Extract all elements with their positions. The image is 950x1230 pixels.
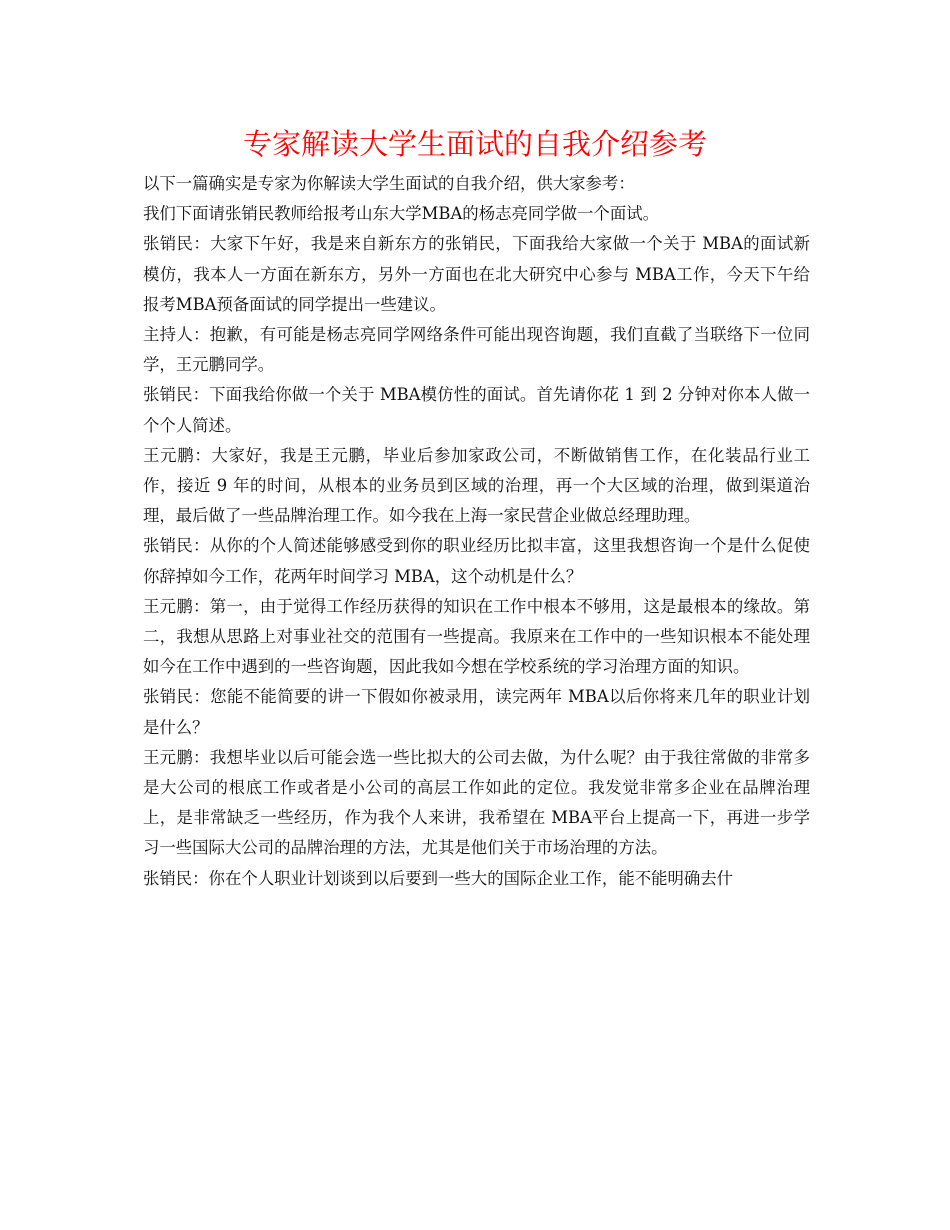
paragraph-dialogue: 王元鹏：大家好，我是王元鹏，毕业后参加家政公司，不断做销售工作，在化装品行业工作，接近 9 年的时间，从根本的业务员到区域的治理，再一个大区域的治理，做到渠道治理，最后做了一些品牌治理工作。如今我在上海一家民营企业做总经理助理。 bbox=[143, 445, 810, 526]
paragraph-dialogue: 张销民：你在个人职业计划谈到以后要到一些大的国际企业工作，能不能明确去什 bbox=[143, 868, 734, 888]
paragraph-dialogue: 张销民：大家下午好，我是来自新东方的张销民，下面我给大家做一个关于 MBA的面试新模仿，我本人一方面在新东方，另外一方面也在北大研究中心参与 MBA工作，今天下午给报考MBA预备面试的同学提出一些建议。 bbox=[143, 234, 810, 314]
document-title: 专家解读大学生面试的自我介绍参考 bbox=[242, 127, 707, 161]
paragraph-dialogue: 王元鹏：第一，由于觉得工作经历获得的知识在工作中根本不够用，这是最根本的缘故。第二，我想从思路上对事业社交的范围有一些提高。我原来在工作中的一些知识根本不能处理如今在工作中遇到的一些咨询题，因此我如今想在学校系统的学习治理方面的知识。 bbox=[143, 596, 810, 677]
paragraph-dialogue: 主持人：抱歉，有可能是杨志亮同学网络条件可能出现咨询题，我们直截了当联络下一位同学，王元鹏同学。 bbox=[143, 325, 810, 375]
paragraph-dialogue: 王元鹏：我想毕业以后可能会选一些比拟大的公司去做，为什么呢？由于我往常做的非常多是大公司的根底工作或者是小公司的高层工作如此的定位。我发觉非常多企业在品牌治理上，是非常缺乏一些经历，作为我个人来讲，我希望在 MBA平台上提高一下，再进一步学习一些国际大公司的品牌治理的方法，尤其是他们关于市场治理的方法。 bbox=[143, 747, 810, 858]
paragraph-dialogue: 张销民：您能不能简要的讲一下假如你被录用，读完两年 MBA以后你将来几年的职业计划是什么？ bbox=[143, 687, 810, 737]
paragraph-intro: 以下一篇确实是专家为你解读大学生面试的自我介绍，供大家参考： bbox=[143, 174, 635, 193]
paragraph-dialogue: 张销民：下面我给你做一个关于 MBA模仿性的面试。首先请你花 1 到 2 分钟对你本人做一个个人简述。 bbox=[143, 385, 810, 435]
paragraph-dialogue: 张销民：从你的个人简述能够感受到你的职业经历比拟丰富，这里我想咨询一个是什么促使你辞掉如今工作，花两年时间学习 MBA，这个动机是什么？ bbox=[143, 536, 810, 586]
paragraph-setup: 我们下面请张销民教师给报考山东大学MBA的杨志亮同学做一个面试。 bbox=[143, 204, 659, 224]
document-body bbox=[143, 169, 810, 894]
